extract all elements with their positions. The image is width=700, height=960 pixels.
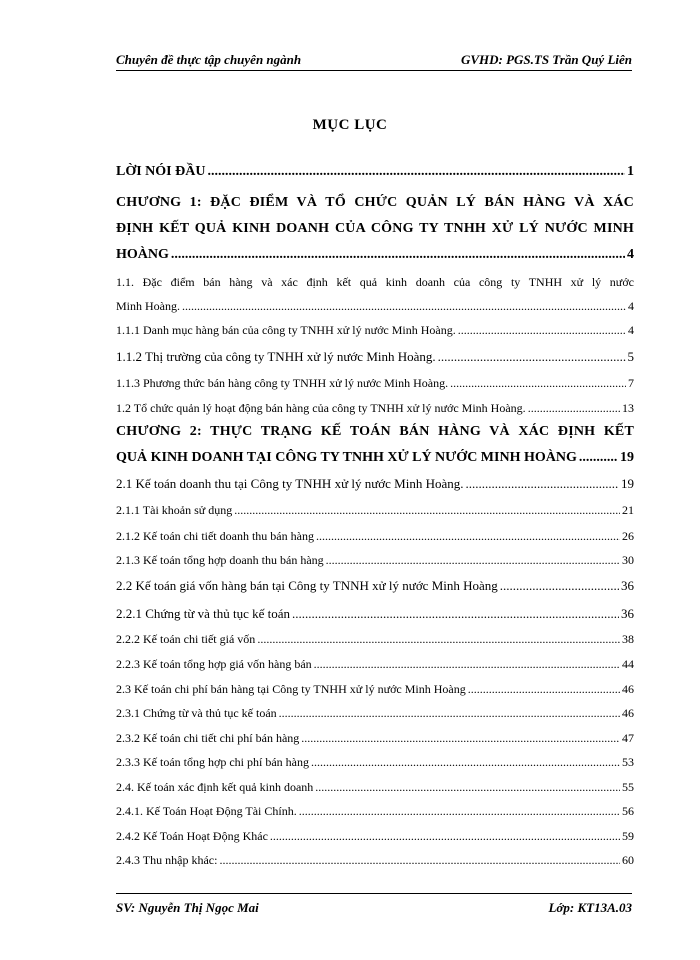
toc-entry-text: 1.1.2 Thị trường của công ty TNHH xử lý nước Minh Hoàng. [116, 349, 436, 364]
toc-entry-page: 1 [627, 164, 634, 179]
toc-entry-chapter-1[interactable] [116, 190, 634, 268]
footer-right: Lớp: KT13A.03 [548, 900, 632, 915]
toc-entry[interactable] [116, 799, 634, 824]
toc-entry-page: 46 [622, 706, 634, 720]
toc-entry-1-1-1[interactable] [116, 318, 634, 343]
toc-entry-text: 2.4.2 Kế Toán Hoạt Động Khác [116, 829, 268, 843]
toc-entry-text: CHƯƠNG 1: ĐẶC ĐIỂM VÀ TỔ CHỨC QUẢN LÝ BÁN HÀNG VÀ XÁC [116, 195, 634, 210]
toc-entry-page: 46 [622, 682, 634, 696]
toc-entry-page: 19 [621, 476, 634, 491]
toc-entry-page: 44 [622, 657, 634, 671]
toc-entry[interactable] [116, 677, 634, 701]
toc-entry-1-1[interactable] [116, 270, 634, 318]
toc-entry-text: 2.4. Kế toán xác định kết quả kinh doanh [116, 780, 314, 794]
toc-entry-page: 4 [627, 247, 634, 262]
footer-left: SV: Nguyễn Thị Ngọc Mai [116, 900, 259, 915]
toc-entry-page: 53 [622, 755, 634, 769]
toc-entry-text: 2.3 Kế toán chi phí bán hàng tại Công ty TNHH xử lý nước Minh Hoàng [116, 682, 466, 696]
table-of-contents [116, 164, 634, 872]
toc-entry[interactable] [116, 652, 634, 677]
header-left: Chuyên đề thực tập chuyên ngành [116, 52, 302, 67]
toc-entry[interactable] [116, 750, 634, 775]
toc-entry-text: LỜI NÓI ĐẦU [116, 164, 206, 179]
toc-entry-page: 38 [622, 632, 634, 646]
toc-entry-page: 13 [622, 401, 634, 415]
toc-entry-page: 47 [622, 731, 634, 745]
toc-entry-page: 36 [621, 606, 634, 621]
toc-entry-text: 2.2.1 Chứng từ và thủ tục kế toán [116, 606, 291, 621]
toc-entry-page: 19 [620, 450, 634, 465]
toc-entry-text: 2.4.1. Kế Toán Hoạt Động Tài Chính. [116, 804, 297, 818]
toc-entry-text: 2.3.3 Kế toán tổng hợp chi phí bán hàng [116, 755, 309, 769]
toc-entry[interactable] [116, 775, 634, 799]
toc-entry-text: 1.1. Đặc điểm bán hàng và xác định kết quả kinh doanh của công ty TNHH xử lý nước [116, 275, 634, 289]
toc-entry-text: 2.1.2 Kế toán chi tiết doanh thu bán hàng [116, 529, 314, 543]
page-header [116, 50, 632, 71]
toc-entry[interactable] [116, 572, 634, 600]
toc-entry-text: 2.2.3 Kế toán tổng hợp giá vốn hàng bán [116, 657, 312, 671]
toc-entry[interactable] [116, 726, 634, 750]
toc-entry-text: Minh Hoàng. [116, 299, 180, 313]
toc-entry-text: 1.1.1 Danh mục hàng bán của công ty TNHH xử lý nước Minh Hoàng. [116, 323, 456, 337]
toc-entry-page: 26 [622, 529, 634, 543]
toc-entry-page: 60 [622, 853, 634, 867]
toc-entry-text: ĐỊNH KẾT QUẢ KINH DOANH CỦA CÔNG TY TNHH XỬ LÝ NƯỚC MINH [116, 221, 634, 236]
toc-entry-page: 56 [622, 804, 634, 818]
toc-entry-1-1-2[interactable] [116, 343, 634, 370]
toc-entry[interactable] [116, 824, 634, 848]
toc-entry-text: 2.4.3 Thu nhập khác: [116, 853, 218, 867]
toc-entry[interactable] [116, 848, 634, 872]
toc-entry[interactable] [116, 524, 634, 548]
toc-entry[interactable] [116, 471, 634, 497]
toc-entry-page: 4 [628, 299, 634, 313]
toc-entry-text: 1.1.3 Phương thức bán hàng công ty TNHH xử lý nước Minh Hoàng. [116, 376, 449, 390]
toc-entry-page: 5 [627, 349, 634, 364]
toc-entry-1-2[interactable] [116, 397, 634, 419]
toc-entry-text: 2.1.1 Tài khoản sử dụng [116, 503, 233, 517]
toc-entry-page: 59 [622, 829, 634, 843]
toc-entry-page: 4 [628, 323, 634, 337]
toc-entry-page: 30 [622, 553, 634, 567]
toc-entry[interactable] [116, 548, 634, 572]
toc-entry[interactable] [116, 701, 634, 726]
page-title: MỤC LỤC [312, 117, 388, 133]
toc-entry-1-1-3[interactable] [116, 370, 634, 397]
toc-entry-text: 2.1.3 Kế toán tổng hợp doanh thu bán hàng [116, 553, 324, 567]
header-right: GVHD: PGS.TS Trần Quý Liên [460, 52, 632, 67]
toc-entry-text: 2.2.2 Kế toán chi tiết giá vốn [116, 632, 256, 646]
toc-entry-page: 21 [622, 503, 634, 517]
toc-item-list [116, 471, 634, 872]
toc-entry-text: 2.3.1 Chứng từ và thủ tục kế toán [116, 706, 277, 720]
toc-entry-text: 2.2 Kế toán giá vốn hàng bán tại Công ty TNNH xử lý nước Minh Hoàng [116, 578, 498, 593]
toc-entry[interactable] [116, 600, 634, 627]
toc-entry-text: QUẢ KINH DOANH TẠI CÔNG TY TNHH XỬ LÝ NƯỚC MINH HOÀNG [116, 450, 577, 465]
toc-entry-text: HOÀNG [116, 247, 169, 262]
page-footer [116, 893, 632, 914]
toc-entry-text: 1.2 Tổ chức quản lý hoạt động bán hàng của công ty TNHH xử lý nước Minh Hoàng. [116, 401, 526, 415]
toc-entry-page: 7 [628, 376, 634, 390]
toc-entry-text: 2.3.2 Kế toán chi tiết chi phí bán hàng [116, 731, 300, 745]
toc-entry[interactable] [116, 497, 634, 524]
toc-entry-page: 55 [622, 780, 634, 794]
toc-entry-text: 2.1 Kế toán doanh thu tại Công ty TNHH xử lý nước Minh Hoàng. [116, 476, 464, 491]
toc-entry-intro[interactable] [116, 164, 634, 190]
toc-entry-chapter-2[interactable] [116, 419, 634, 471]
toc-entry-page: 36 [621, 578, 634, 593]
toc-entry[interactable] [116, 627, 634, 652]
toc-entry-text: CHƯƠNG 2: THỰC TRẠNG KẾ TOÁN BÁN HÀNG VÀ XÁC ĐỊNH KẾT [116, 424, 634, 439]
